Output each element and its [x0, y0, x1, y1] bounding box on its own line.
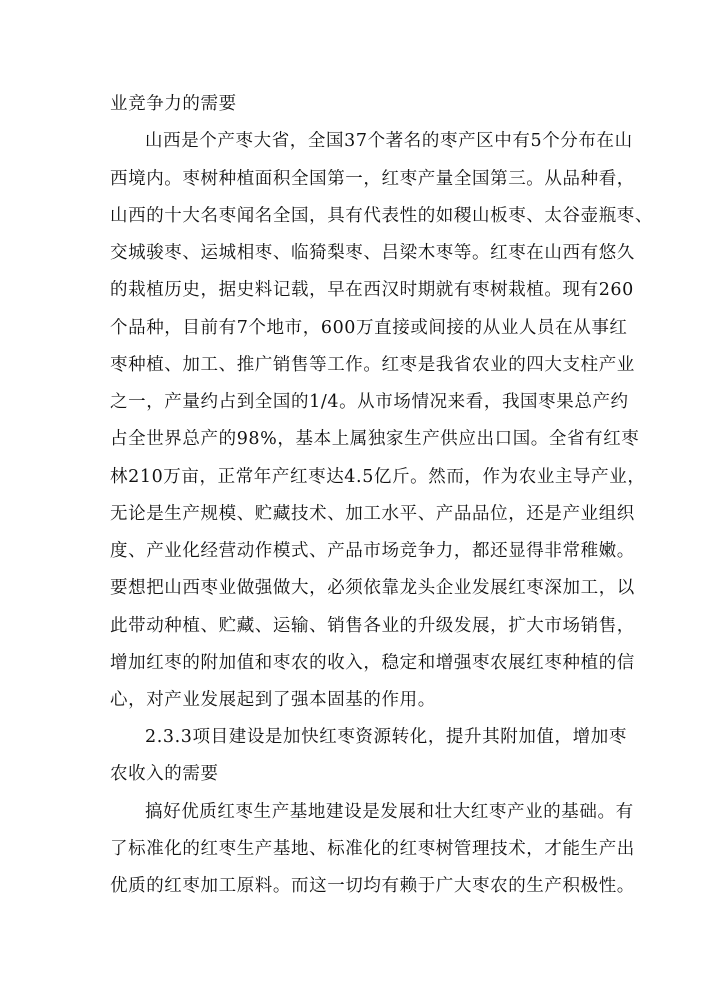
paragraph-line: 之一，产量约占到全国的1/4。从市场情况来看，我国枣果总产约 — [110, 392, 629, 412]
paragraph-line: 增加红枣的附加值和枣农的收入，稳定和增强枣农展红枣种植的信 — [110, 653, 635, 673]
paragraph-line: 山西的十大名枣闻名全国，具有代表性的如稷山板枣、太谷壶瓶枣、 — [110, 206, 653, 226]
paragraph-line: 山西是个产枣大省，全国37个著名的枣产区中有5个分布在山 — [145, 131, 633, 151]
heading-continuation: 业竞争力的需要 — [110, 94, 237, 114]
paragraph-line: 林210万亩，正常年产红枣达4.5亿斤。然而，作为农业主导产业， — [110, 467, 646, 487]
section-heading-continuation: 农收入的需要 — [110, 764, 219, 784]
paragraph-line: 无论是生产规模、贮藏技术、加工水平、产品品位，还是产业组织 — [110, 504, 635, 524]
paragraph-line: 交城骏枣、运城相枣、临猗梨枣、吕梁木枣等。红枣在山西有悠久 — [110, 243, 635, 263]
paragraph-line: 心，对产业发展起到了强本固基的作用。 — [110, 690, 436, 710]
paragraph-line: 要想把山西枣业做强做大，必须依靠龙头企业发展红枣深加工，以 — [110, 578, 635, 598]
paragraph-line: 西境内。枣树种植面积全国第一，红枣产量全国第三。从品种看， — [110, 169, 635, 189]
paragraph-line: 度、产业化经营动作模式、产品市场竞争力，都还显得非常稚嫩。 — [110, 541, 635, 561]
paragraph-line: 个品种，目前有7个地市，600万直接或间接的从业人员在从事红 — [110, 318, 628, 338]
section-heading: 2.3.3项目建设是加快红枣资源转化，提升其附加值，增加枣 — [145, 727, 627, 747]
paragraph-line: 此带动种植、贮藏、运输、销售各业的升级发展，扩大市场销售， — [110, 616, 635, 636]
paragraph-line: 了标准化的红枣生产基地、标准化的红枣树管理技术，才能生产出 — [110, 839, 635, 859]
paragraph-line: 优质的红枣加工原料。而这一切均有赖于广大枣农的生产积极性。 — [110, 876, 635, 896]
paragraph-line: 的栽植历史，据史料记载，早在西汉时期就有枣树栽植。现有260 — [110, 280, 634, 300]
paragraph-line: 枣种植、加工、推广销售等工作。红枣是我省农业的四大支柱产业 — [110, 355, 635, 375]
paragraph-line: 占全世界总产的98%，基本上属独家生产供应出口国。全省有红枣 — [110, 429, 640, 449]
paragraph-line: 搞好优质红枣生产基地建设是发展和壮大红枣产业的基础。有 — [145, 802, 634, 822]
